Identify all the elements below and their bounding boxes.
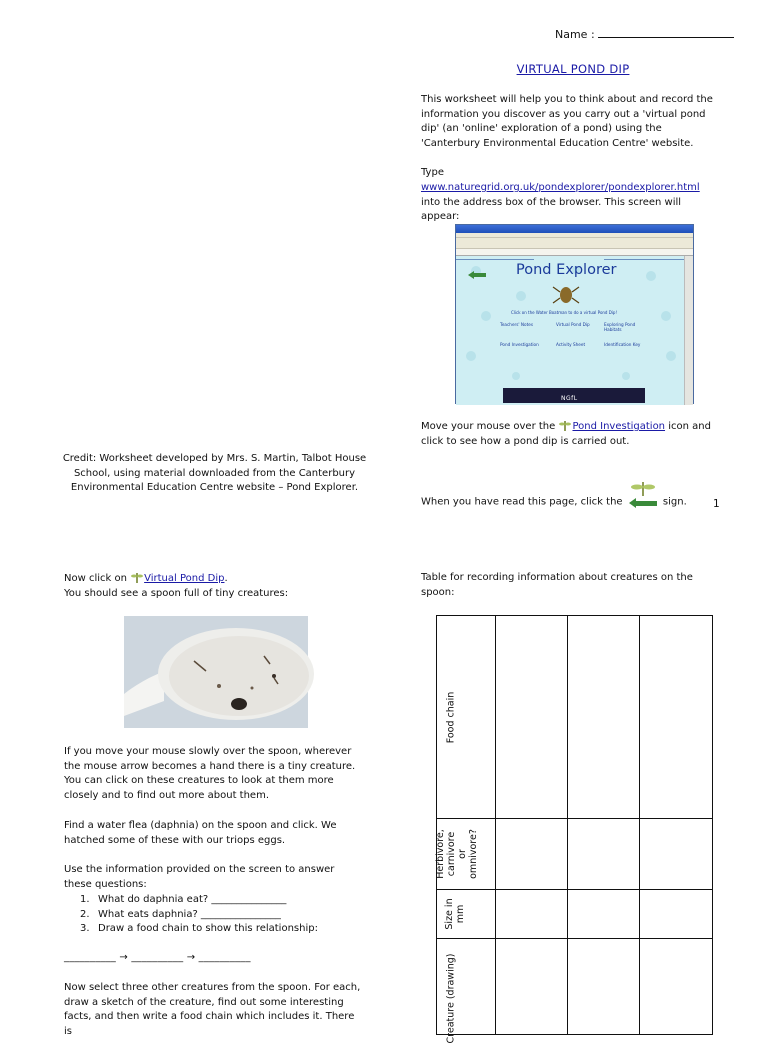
now-click-text: Now click on Virtual Pond Dip. You should see a spoon full of tiny creatures: (64, 572, 364, 601)
screenshot-link-teachers[interactable]: Teachers' Notes (500, 322, 534, 327)
spoon-image (124, 616, 308, 728)
row-label-size: Size in mm (444, 897, 466, 930)
questions-intro: Use the information provided on the screen to answer these questions: (64, 864, 335, 890)
read-page-instruction: When you have read this page, click the sign. (421, 482, 687, 510)
virtual-pond-dip-link[interactable]: Virtual Pond Dip (144, 573, 225, 584)
screenshot-instruction: Click on the Water Boatman to do a virtual Pond Dip! (511, 310, 618, 315)
browser-scrollbar (684, 256, 693, 405)
screenshot-footer (503, 388, 645, 403)
move-instruction: Move your mouse over the Pond Investigation icon and click to see how a pond dip is carried out. (421, 421, 711, 447)
url-suffix: into the address box of the browser. This screen will appear: (421, 196, 682, 222)
page-number: 1 (713, 498, 720, 510)
spoon-photo (124, 616, 308, 728)
row-label-food-chain: Food chain (445, 691, 457, 743)
table-divider (437, 938, 712, 939)
ngfl-logo: NGfL (561, 395, 578, 402)
browser-titlebar (456, 225, 693, 233)
question-1[interactable]: 1. What do daphnia eat? _______________ (80, 894, 287, 905)
water-boatman-icon[interactable] (552, 284, 580, 306)
question-list (64, 893, 364, 937)
table-divider (437, 889, 712, 890)
question-2[interactable]: 2. What eats daphnia? ________________ (80, 908, 281, 920)
pond-explorer-heading: Pond Explorer (516, 262, 617, 278)
pond-explorer-screenshot (455, 224, 694, 404)
browser-addressbar (456, 249, 693, 256)
screenshot-link-exploring[interactable]: Exploring Pond Habitats (604, 322, 636, 332)
mouse-instruction: If you move your mouse slowly over the spoon, wherever the mouse arrow becomes a hand there is a tiny creature. You can click on these creatures to look at them more closely and to find out more about them. (64, 746, 356, 801)
table-cell[interactable] (496, 616, 567, 818)
virtual-pond-dip-icon (130, 572, 144, 584)
browser-toolbar (456, 238, 693, 249)
name-line[interactable] (598, 28, 734, 38)
back-sign-dragonfly[interactable] (626, 482, 660, 510)
pond-investigation-link[interactable]: Pond Investigation (572, 421, 666, 432)
credit-text: Credit: Worksheet developed by Mrs. S. Martin, Talbot House School, using material downloaded from the Canterbury Environmental Education Centre website – Pond Explorer. (62, 453, 367, 493)
name-label: Name : (555, 28, 595, 41)
url-instruction (421, 181, 721, 225)
spoon-text: You should see a spoon full of tiny creatures: (64, 587, 289, 599)
select-creatures-instruction: Now select three other creatures from the spoon. For each, draw a sketch of the creature, find out some interesting facts, and then write a food chain which includes it. There is (64, 982, 361, 1037)
intro-text: This worksheet will help you to think about and record the information you discover as you carry out a 'virtual pond dip' (an 'online' exploration of a pond) using the 'Canterbury Environmental Education Centre' website. (421, 94, 713, 149)
website-url-link[interactable]: www.naturegrid.org.uk/pondexplorer/pondexplorer.html (421, 182, 700, 193)
food-chain-blanks[interactable]: __________ → __________ → __________ (64, 952, 251, 963)
question-3[interactable]: 3. Draw a food chain to show this relationship: (80, 923, 318, 934)
dragonfly-back-icon (626, 482, 660, 510)
screenshot-link-investigation[interactable]: Pond Investigation (500, 342, 539, 347)
row-label-diet: Herbivore, carnivore or omnivore? (435, 828, 479, 879)
table-divider (437, 818, 712, 819)
screenshot-link-activity[interactable]: Activity Sheet (556, 342, 586, 347)
page-title: VIRTUAL POND DIP (516, 62, 630, 76)
back-sign-icon (466, 269, 490, 281)
name-field[interactable] (555, 28, 734, 43)
table-cell[interactable] (640, 616, 713, 818)
water-flea-instruction: Find a water flea (daphnia) on the spoon and click. We hatched some of these with our triops eggs. (64, 820, 337, 846)
dragonfly-icon (558, 420, 572, 432)
pond-explorer-page (456, 256, 686, 405)
type-label: Type (421, 167, 444, 178)
row-label-drawing: Creature (drawing) (445, 953, 457, 1043)
bubble-pattern (456, 256, 686, 405)
creature-table (435, 615, 713, 1043)
table-cell[interactable] (568, 616, 639, 818)
table-caption: Table for recording information about creatures on the spoon: (421, 572, 693, 598)
screenshot-link-identification[interactable]: Identification Key (604, 342, 641, 347)
screenshot-link-virtual[interactable]: Virtual Pond Dip (556, 322, 590, 327)
